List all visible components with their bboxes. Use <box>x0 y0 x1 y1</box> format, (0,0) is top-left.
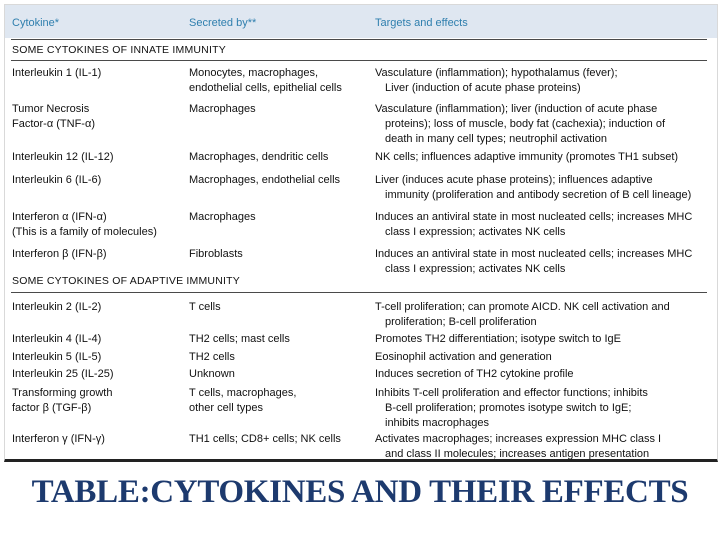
row-cytokine <box>12 332 182 347</box>
row-secreted-by-line: Macrophages, endothelial cells <box>189 174 341 186</box>
header-secreted-by: Secreted by** <box>189 17 257 29</box>
row-cytokine-line: Interleukin 4 (IL-4) <box>12 333 102 345</box>
row-effects <box>375 102 715 147</box>
row-secreted-by-line: T cells <box>189 301 221 313</box>
row-effects <box>375 210 715 240</box>
row-effects-line: proliferation; B-cell proliferation <box>385 316 537 328</box>
row-cytokine <box>12 150 182 165</box>
row-cytokine-line: Interleukin 6 (IL-6) <box>12 174 102 186</box>
row-cytokine-line: Interferon β (IFN-β) <box>12 248 107 260</box>
row-cytokine-line: Interleukin 5 (IL-5) <box>12 351 102 363</box>
row-secreted-by-line: Macrophages, dendritic cells <box>189 151 329 163</box>
row-cytokine-line: Interleukin 25 (IL-25) <box>12 368 114 380</box>
row-secreted-by <box>189 102 369 117</box>
row-effects-line: Activates macrophages; increases expression MHC class I <box>375 433 662 445</box>
row-cytokine-line: (This is a family of molecules) <box>12 226 157 238</box>
row-secreted-by-line: other cell types <box>189 402 263 414</box>
section-innate-rule <box>11 60 707 61</box>
row-effects-line: Vasculature (inflammation); liver (induction of acute phase <box>375 103 658 115</box>
row-secreted-by-line: TH2 cells; mast cells <box>189 333 290 345</box>
row-cytokine <box>12 173 182 188</box>
row-cytokine <box>12 367 182 382</box>
table-header-row <box>5 5 717 38</box>
row-effects-line: NK cells; influences adaptive immunity (promotes TH1 subset) <box>375 151 679 163</box>
row-secreted-by <box>189 332 369 347</box>
row-effects-line: Liver (induces acute phase proteins); influences adaptive <box>375 174 653 186</box>
row-effects <box>375 150 715 165</box>
row-effects <box>375 332 715 347</box>
row-cytokine-line: Interleukin 1 (IL-1) <box>12 67 102 79</box>
row-effects-line: Liver (induction of acute phase proteins) <box>385 82 581 94</box>
row-secreted-by-line: Monocytes, macrophages, <box>189 67 319 79</box>
row-secreted-by <box>189 367 369 382</box>
row-effects-line: class I expression; activates NK cells <box>385 226 566 238</box>
row-secreted-by-line: Unknown <box>189 368 235 380</box>
row-effects-line: immunity (proliferation and antibody secretion of B cell lineage) <box>385 189 692 201</box>
row-cytokine-line: Transforming growth <box>12 387 113 399</box>
row-cytokine <box>12 247 182 262</box>
row-effects-line: and class II molecules; increases antigen presentation <box>385 448 650 460</box>
row-cytokine <box>12 66 182 81</box>
row-effects-line: B-cell proliferation; promotes isotype switch to IgE; <box>385 402 632 414</box>
row-secreted-by <box>189 173 369 188</box>
row-cytokine-line: Interleukin 2 (IL-2) <box>12 301 102 313</box>
row-secreted-by <box>189 350 369 365</box>
row-secreted-by-line: TH1 cells; CD8+ cells; NK cells <box>189 433 341 445</box>
row-cytokine <box>12 386 182 416</box>
row-effects-line: Induces an antiviral state in most nucleated cells; increases MHC <box>375 211 693 223</box>
row-cytokine <box>12 432 182 447</box>
row-effects <box>375 173 715 203</box>
row-effects-line: Vasculature (inflammation); hypothalamus (fever); <box>375 67 618 79</box>
row-effects <box>375 386 715 431</box>
header-cytokine: Cytokine* <box>12 17 60 29</box>
row-cytokine-line: Interferon γ (IFN-γ) <box>12 433 105 445</box>
row-cytokine <box>12 102 182 132</box>
row-secreted-by-line: Fibroblasts <box>189 248 243 260</box>
slide-title: TABLE:CYTOKINES AND THEIR EFFECTS <box>31 474 689 510</box>
row-secreted-by <box>189 386 369 416</box>
row-cytokine-line: Interleukin 12 (IL-12) <box>12 151 114 163</box>
row-cytokine <box>12 210 182 240</box>
row-cytokine-line: factor β (TGF-β) <box>12 402 92 414</box>
row-effects-line: Promotes TH2 differentiation; isotype switch to IgE <box>375 333 621 345</box>
row-effects <box>375 247 715 277</box>
row-secreted-by <box>189 432 369 447</box>
row-effects-line: inhibits macrophages <box>385 417 489 429</box>
row-effects <box>375 300 715 330</box>
row-cytokine <box>12 300 182 315</box>
header-targets: Targets and effects <box>375 17 468 29</box>
row-secreted-by <box>189 210 369 225</box>
row-effects-line: class I expression; activates NK cells <box>385 263 566 275</box>
row-cytokine <box>12 350 182 365</box>
row-effects <box>375 432 715 462</box>
cytokine-table <box>4 4 718 462</box>
row-cytokine-line: Factor-α (TNF-α) <box>12 118 95 130</box>
header-rule <box>11 39 707 40</box>
section-adaptive-heading: SOME CYTOKINES OF ADAPTIVE IMMUNITY <box>12 275 240 287</box>
section-adaptive-rule <box>11 292 707 293</box>
row-effects-line: Inhibits T-cell proliferation and effector functions; inhibits <box>375 387 648 399</box>
row-cytokine-line: Tumor Necrosis <box>12 103 90 115</box>
row-effects-line: Eosinophil activation and generation <box>375 351 552 363</box>
row-effects <box>375 66 715 96</box>
row-effects-line: death in many cell types; neutrophil activation <box>385 133 607 145</box>
row-effects-line: Induces secretion of TH2 cytokine profile <box>375 368 574 380</box>
row-secreted-by <box>189 66 369 96</box>
row-secreted-by-line: TH2 cells <box>189 351 235 363</box>
row-secreted-by <box>189 247 369 262</box>
section-innate-heading: SOME CYTOKINES OF INNATE IMMUNITY <box>12 44 226 56</box>
row-cytokine-line: Interferon α (IFN-α) <box>12 211 107 223</box>
row-secreted-by-line: endothelial cells, epithelial cells <box>189 82 342 94</box>
row-secreted-by-line: Macrophages <box>189 211 256 223</box>
row-effects-line: proteins); loss of muscle, body fat (cachexia); induction of <box>385 118 666 130</box>
row-effects <box>375 367 715 382</box>
row-effects-line: T-cell proliferation; can promote AICD. NK cell activation and <box>375 301 670 313</box>
row-effects <box>375 350 715 365</box>
row-effects-line: Induces an antiviral state in most nucleated cells; increases MHC <box>375 248 693 260</box>
row-secreted-by-line: T cells, macrophages, <box>189 387 297 399</box>
row-secreted-by <box>189 150 369 165</box>
row-secreted-by <box>189 300 369 315</box>
row-secreted-by-line: Macrophages <box>189 103 256 115</box>
